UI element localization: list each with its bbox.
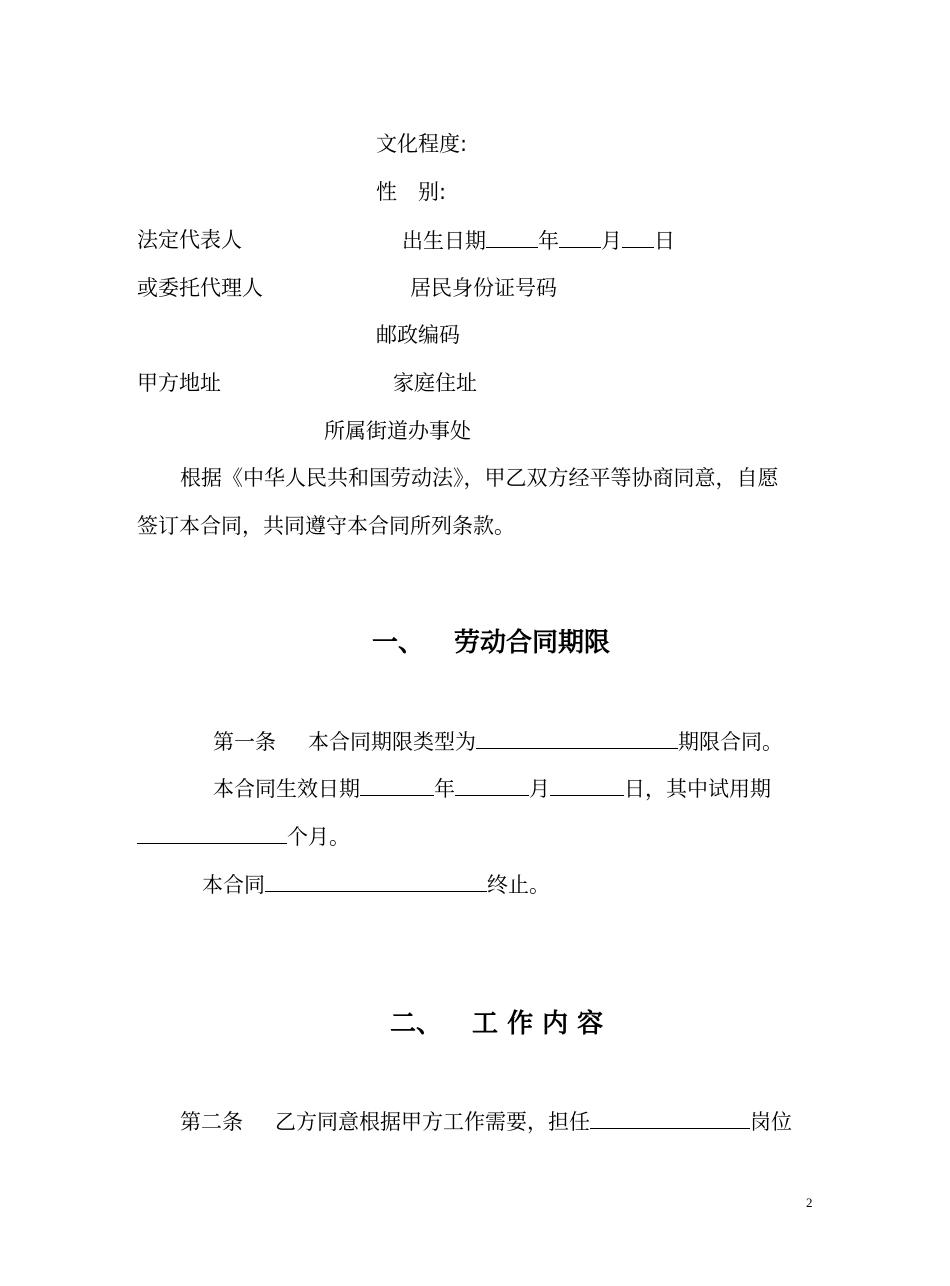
section-1-title: 劳动合同期限 (454, 628, 611, 658)
end-date-blank (265, 871, 487, 892)
birth-day-blank (622, 227, 654, 248)
probation-line (137, 823, 350, 850)
effective-month-blank (455, 775, 529, 796)
article-1-line-1 (213, 728, 783, 755)
probation-months-blank (137, 823, 287, 844)
article-2-text: 乙方同意根据甲方工作需要，担任 (275, 1110, 590, 1134)
effective-month-label: 月 (529, 777, 550, 801)
party-a-address-label: 甲方地址 (137, 371, 221, 395)
day-label: 日 (654, 229, 675, 253)
gender-label: 性 别: (376, 180, 447, 204)
birth-month-blank (559, 227, 601, 248)
home-address-label: 家庭住址 (393, 371, 477, 395)
birth-date-label: 出生日期 (402, 229, 486, 253)
position-blank (590, 1108, 750, 1129)
legal-rep-label: 法定代表人 (137, 228, 242, 252)
section-2-number: 二、 (390, 1009, 443, 1039)
article-2-line-1 (180, 1108, 792, 1135)
birth-year-blank (486, 227, 538, 248)
agent-label: 或委托代理人 (137, 276, 263, 300)
postal-code-label: 邮政编码 (376, 323, 460, 347)
contract-type-blank (476, 728, 678, 749)
article-1-label: 第一条 (213, 730, 276, 754)
effective-year-label: 年 (434, 777, 455, 801)
effective-date-line (213, 775, 771, 802)
section-2-title: 工 作 内 容 (472, 1009, 604, 1039)
end-date-label: 本合同 (202, 873, 265, 897)
probation-unit: 个月。 (287, 825, 350, 849)
section-1-heading (372, 627, 610, 659)
intro-line-2: 签订本合同，共同遵守本合同所列条款。 (137, 514, 515, 538)
year-label: 年 (538, 229, 559, 253)
end-date-text-end: 终止。 (487, 873, 550, 897)
effective-year-blank (360, 775, 434, 796)
intro-line-1: 根据《中华人民共和国劳动法》，甲乙双方经平等协商同意，自愿 (180, 466, 779, 490)
id-number-label: 居民身份证号码 (410, 276, 557, 300)
section-2-heading (390, 1008, 603, 1040)
street-office-label: 所属街道办事处 (324, 419, 471, 443)
section-1-number: 一、 (372, 628, 425, 658)
article-1-text-end: 期限合同。 (678, 730, 783, 754)
article-2-text-end: 岗位 (750, 1110, 792, 1134)
birth-date-line (402, 227, 675, 254)
month-label: 月 (601, 229, 622, 253)
education-label: 文化程度: (376, 132, 468, 156)
effective-date-label: 本合同生效日期 (213, 777, 360, 801)
page-number: 2 (806, 1195, 813, 1210)
effective-day-blank (550, 775, 624, 796)
end-date-line (202, 871, 550, 898)
article-2-label: 第二条 (180, 1110, 243, 1134)
effective-day-label: 日，其中试用期 (624, 777, 771, 801)
article-1-text: 本合同期限类型为 (308, 730, 476, 754)
